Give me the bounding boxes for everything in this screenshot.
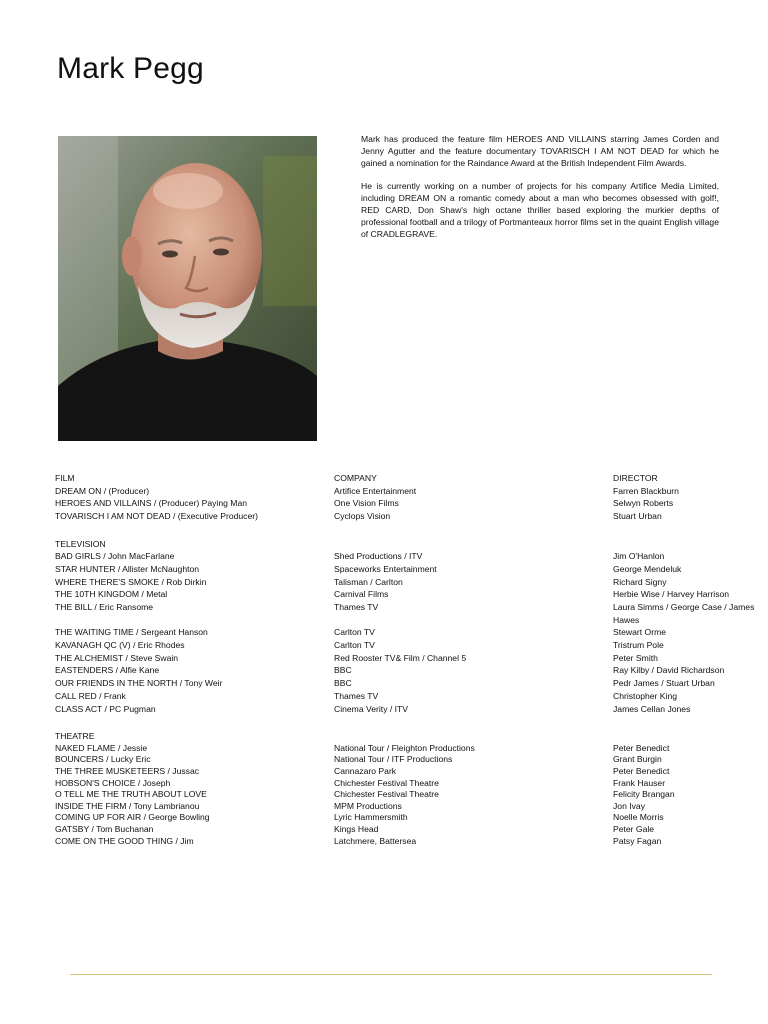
credit-title: THE WAITING TIME / Sergeant Hanson [55,627,208,638]
credit-title: THE BILL / Eric Ransome [55,602,154,612]
credit-company: Latchmere, Battersea [334,835,417,846]
credit-director: Peter Benedict [613,765,670,776]
credit-company: Cannazaro Park [334,765,397,776]
credit-title: THE ALCHEMIST / Steve Swain [55,652,179,663]
theatre-section [55,743,768,847]
credit-director: Grant Burgin [613,754,662,765]
credit-title: NAKED FLAME / Jessie [55,742,148,753]
credit-title: OUR FRIENDS IN THE NORTH / Tony Weir [55,678,223,689]
credit-row [55,588,768,601]
theatre-header-row [55,731,768,743]
theatre-header: THEATRE [55,731,95,742]
credit-row [55,743,768,755]
credit-company: Carlton TV [334,640,375,651]
credit-director: Christopher King [613,690,678,701]
credit-director: Stewart Orme [613,627,667,638]
credit-director: Jim O'Hanlon [613,551,665,562]
headshot-photo [58,136,317,441]
credit-row [55,497,768,510]
credit-row [55,789,768,801]
credit-director: Ray Kilby / David Richardson [613,665,725,676]
bio-paragraph: He is currently working on a number of projects for his company Artifice Media Limited, including DREAM ON a romantic comedy about a man who becomes obsessed with golf!, RED CARD, Don Shaw's high octane thriller based exploring the murkier depths of professional football and a trilogy of Portmanteaux horror films set in the quaint English village of CRADLEGRAVE. [361,181,719,239]
credit-director: Herbie Wise / Harvey Harrison [613,589,730,600]
credit-title: TOVARISCH I AM NOT DEAD / (Executive Producer) [55,510,258,521]
credit-row [55,550,768,563]
credit-director: Felicity Brangan [613,789,675,800]
credit-director: Laura Simms / George Case / James Hawes [613,602,755,625]
bio-paragraph: Mark has produced the feature film HEROES AND VILLAINS starring James Corden and Jenny Agutter and the feature documentary TOVARISCH I AM NOT DEAD for which he gained a nomination for the Raindance Award at the British Independent Film Awards. [361,134,719,168]
credit-company: Cyclops Vision [334,510,391,521]
credit-title: STAR HUNTER / Allister McNaughton [55,563,200,574]
company-header: COMPANY [334,473,377,483]
credit-row [55,812,768,824]
credit-row [55,836,768,848]
credit-director: Selwyn Roberts [613,498,674,509]
credit-row [55,639,768,652]
credit-title: CALL RED / Frank [55,690,126,701]
page-title: Mark Pegg [57,52,204,85]
credit-company: One Vision Films [334,498,399,509]
credit-company: Chichester Festival Theatre [334,789,439,800]
credit-row [55,754,768,766]
credit-director: Pedr James / Stuart Urban [613,678,715,689]
credit-title: HOBSON'S CHOICE / Joseph [55,777,171,788]
film-header: FILM [55,473,75,483]
credit-title: BOUNCERS / Lucky Eric [55,754,151,765]
credit-director: Peter Gale [613,823,655,834]
credit-company: Thames TV [334,602,379,612]
credit-company: Thames TV [334,690,379,701]
credit-title: INSIDE THE FIRM / Tony Lambrianou [55,800,200,811]
credit-title: KAVANAGH QC (V) / Eric Rhodes [55,640,185,651]
television-section [55,550,768,626]
credit-company: Shed Productions / ITV [334,551,423,562]
credit-row [55,576,768,589]
credit-row [55,778,768,790]
credit-director: Farren Blackburn [613,485,679,496]
credit-title: EASTENDERS / Alfie Kane [55,665,160,676]
credit-company: Carlton TV [334,627,375,638]
credit-title: O TELL ME THE TRUTH ABOUT LOVE [55,789,207,800]
credit-row [55,626,768,639]
credit-row [55,690,768,703]
credit-title: DREAM ON / (Producer) [55,485,150,496]
credit-company: Kings Head [334,823,379,834]
credit-company: BBC [334,665,352,676]
credit-director: George Mendeluk [613,563,682,574]
credit-company: National Tour / ITF Productions [334,754,453,765]
credit-company: BBC [334,678,352,689]
credit-title: BAD GIRLS / John MacFarlane [55,551,175,562]
credit-company: Carnival Films [334,589,389,600]
credit-title: THE 10TH KINGDOM / Metal [55,589,168,600]
director-header: DIRECTOR [613,473,658,483]
credit-company: Red Rooster TV& Film / Channel 5 [334,652,467,663]
credit-company: Lyric Hammersmith [334,812,408,823]
credit-title: GATSBY / Tom Buchanan [55,823,154,834]
credit-title: COMING UP FOR AIR / George Bowling [55,812,210,823]
credit-row [55,485,768,498]
credit-title: COME ON THE GOOD THING / Jim [55,835,194,846]
credit-director: Peter Benedict [613,742,670,753]
credit-director: Jon Ivay [613,800,646,811]
credit-director: Peter Smith [613,652,658,663]
credit-title: HEROES AND VILLAINS / (Producer) Paying Man [55,498,247,509]
credit-company: National Tour / Fleighton Productions [334,742,475,753]
credit-company: Artifice Entertainment [334,485,417,496]
credit-company: MPM Productions [334,800,402,811]
credit-director: Tristrum Pole [613,640,664,651]
credit-row [55,601,768,626]
television-header-row [55,539,768,551]
credit-title: THE THREE MUSKETEERS / Jussac [55,765,200,776]
credit-title: CLASS ACT / PC Pugman [55,703,156,714]
credit-row [55,801,768,813]
credit-row [55,563,768,576]
credit-director: Richard Signy [613,576,667,587]
credit-row [55,677,768,690]
biography [361,134,719,252]
credit-company: Talisman / Carlton [334,576,403,587]
credit-company: Spaceworks Entertainment [334,563,437,574]
footer-rule [70,974,712,975]
credit-row [55,766,768,778]
television-section-continued [55,626,768,715]
credits-table [55,473,768,847]
credit-row [55,824,768,836]
credit-row [55,510,768,523]
credit-director: James Cellan Jones [613,703,691,714]
credit-director: Patsy Fagan [613,835,662,846]
credit-director: Frank Hauser [613,777,666,788]
credits-header-row [55,473,768,485]
credit-company: Cinema Verity / ITV [334,703,409,714]
credit-title: WHERE THERE'S SMOKE / Rob Dirkin [55,576,207,587]
television-header: TELEVISION [55,538,106,549]
credit-director: Noelle Morris [613,812,664,823]
credit-row [55,703,768,716]
credit-row [55,664,768,677]
film-section [55,485,768,523]
credit-row [55,652,768,665]
credit-company: Chichester Festival Theatre [334,777,439,788]
credit-director: Stuart Urban [613,510,662,521]
